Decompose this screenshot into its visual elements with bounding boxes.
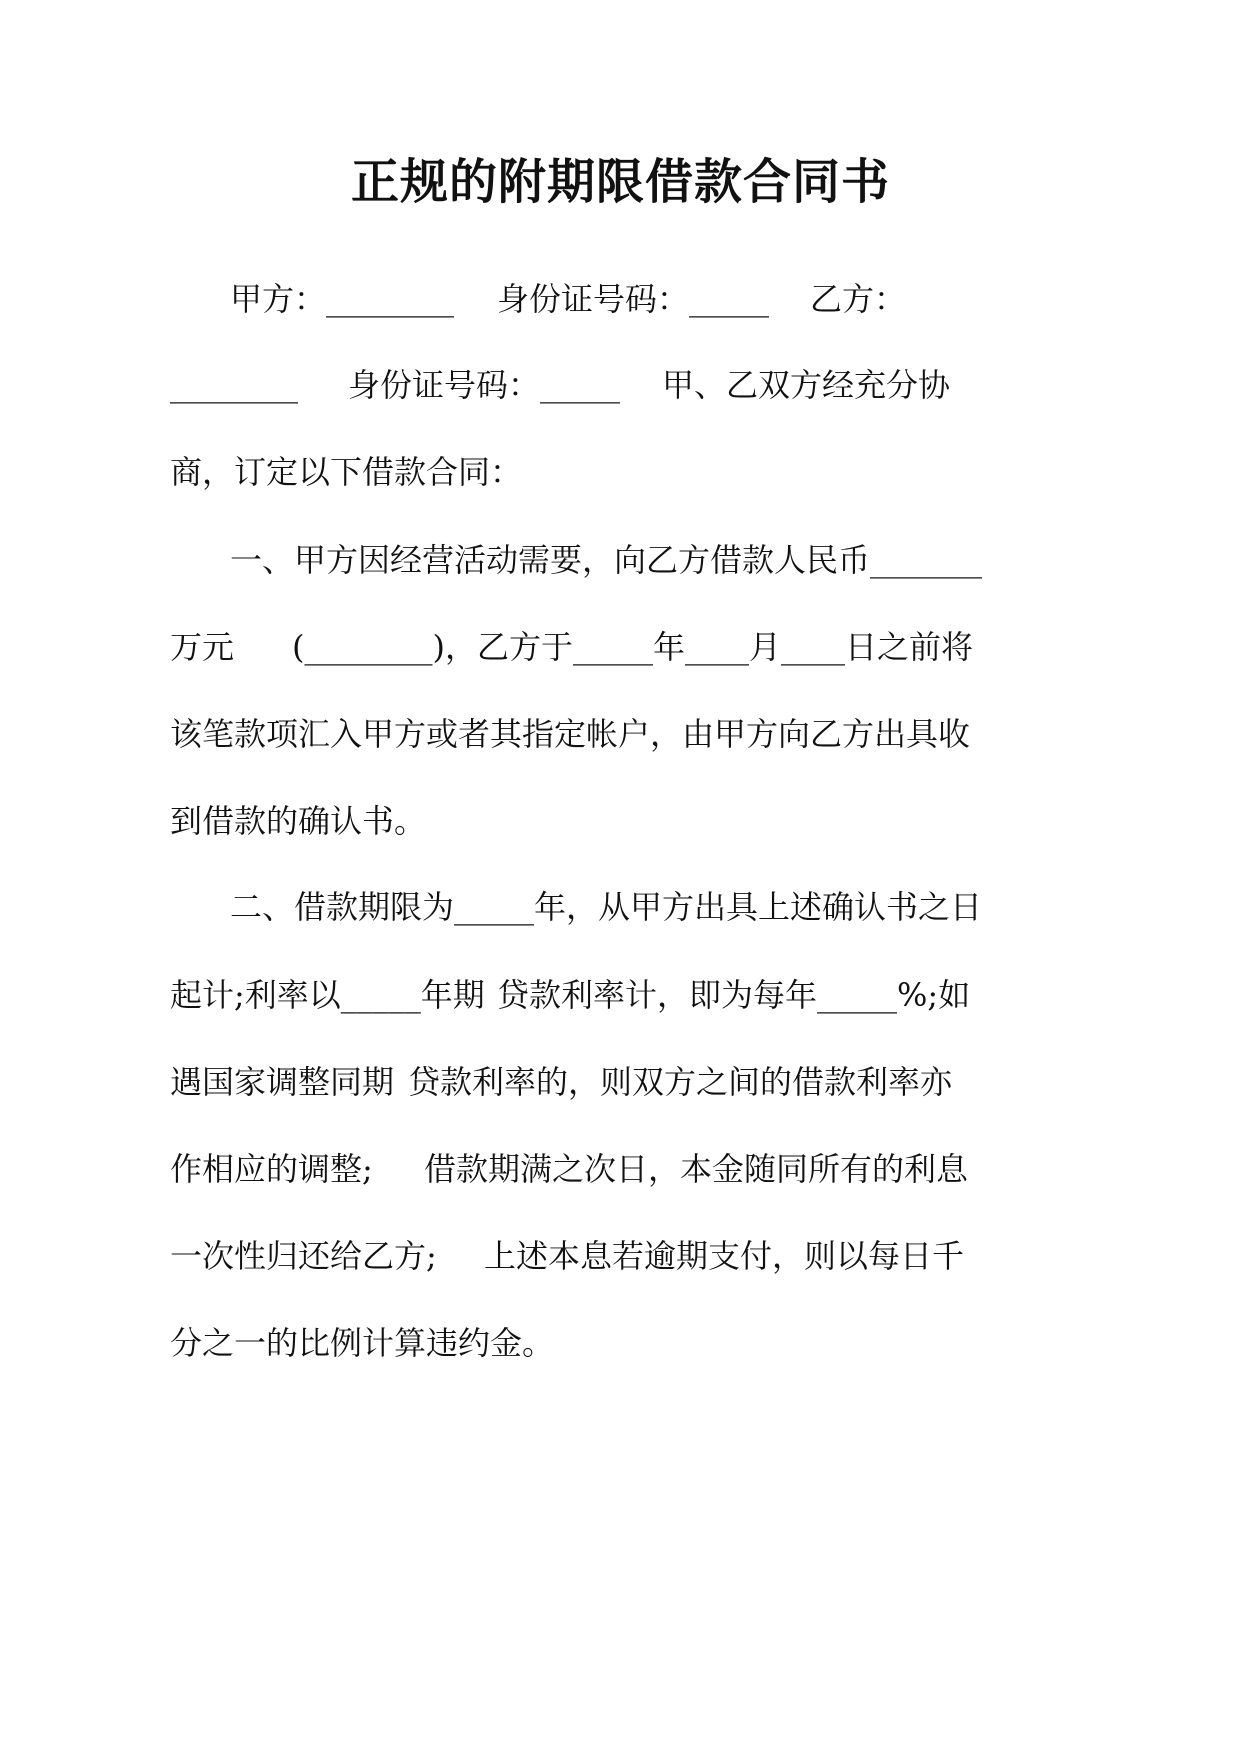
intro-text: 商，订定以下借款合同：: [170, 453, 523, 491]
clause-2-adjust-end: 作相应的调整;: [170, 1150, 373, 1188]
clause-2-rate-term: 起计;利率以_____年期: [170, 976, 485, 1014]
clause-1-text-cont: 该笔款项汇入甲方或者其指定帐户，由甲方向乙方出具收: [170, 715, 971, 753]
clause-2-adjust: 遇国家调整同期: [170, 1063, 395, 1101]
party-b-label: 乙方：: [810, 280, 907, 318]
clause-2-rate-value: 贷款利率计，即为每年_____%;如: [497, 976, 971, 1014]
clause-2-overdue: 上述本息若逾期支付，则以每日千: [484, 1237, 965, 1275]
clause-2-adjust-cont: 贷款利率的，则双方之间的借款利率亦: [408, 1063, 953, 1101]
clause-2-text: 二、借款期限为_____年，从甲方出具上述确认书之日: [230, 888, 983, 926]
clause-2-line-6: [0, 1321, 1241, 1453]
clause-2-penalty: 分之一的比例计算违约金。: [170, 1324, 555, 1362]
party-a-field: 甲方：________: [230, 280, 455, 318]
party-b-field: ________: [170, 366, 298, 404]
clause-1-unit: 万元: [170, 628, 235, 666]
clause-2-repay: 一次性归还给乙方;: [170, 1237, 437, 1275]
party-a-id-field: 身份证号码：_____: [497, 280, 770, 318]
clause-2-maturity: 借款期满之次日，本金随同所有的利息: [424, 1150, 969, 1188]
clause-1-text-end: 到借款的确认书。: [170, 802, 427, 840]
document-title: 正规的附期限借款合同书: [350, 154, 890, 210]
agreement-intro: 甲、乙双方经充分协: [662, 366, 951, 404]
party-b-id-field: 身份证号码：_____: [348, 366, 621, 404]
clause-1-text: 一、甲方因经营活动需要，向乙方借款人民币_______: [230, 541, 983, 579]
clause-1-amount-date: (________)，乙方于_____年____月____日之前将: [292, 628, 973, 666]
